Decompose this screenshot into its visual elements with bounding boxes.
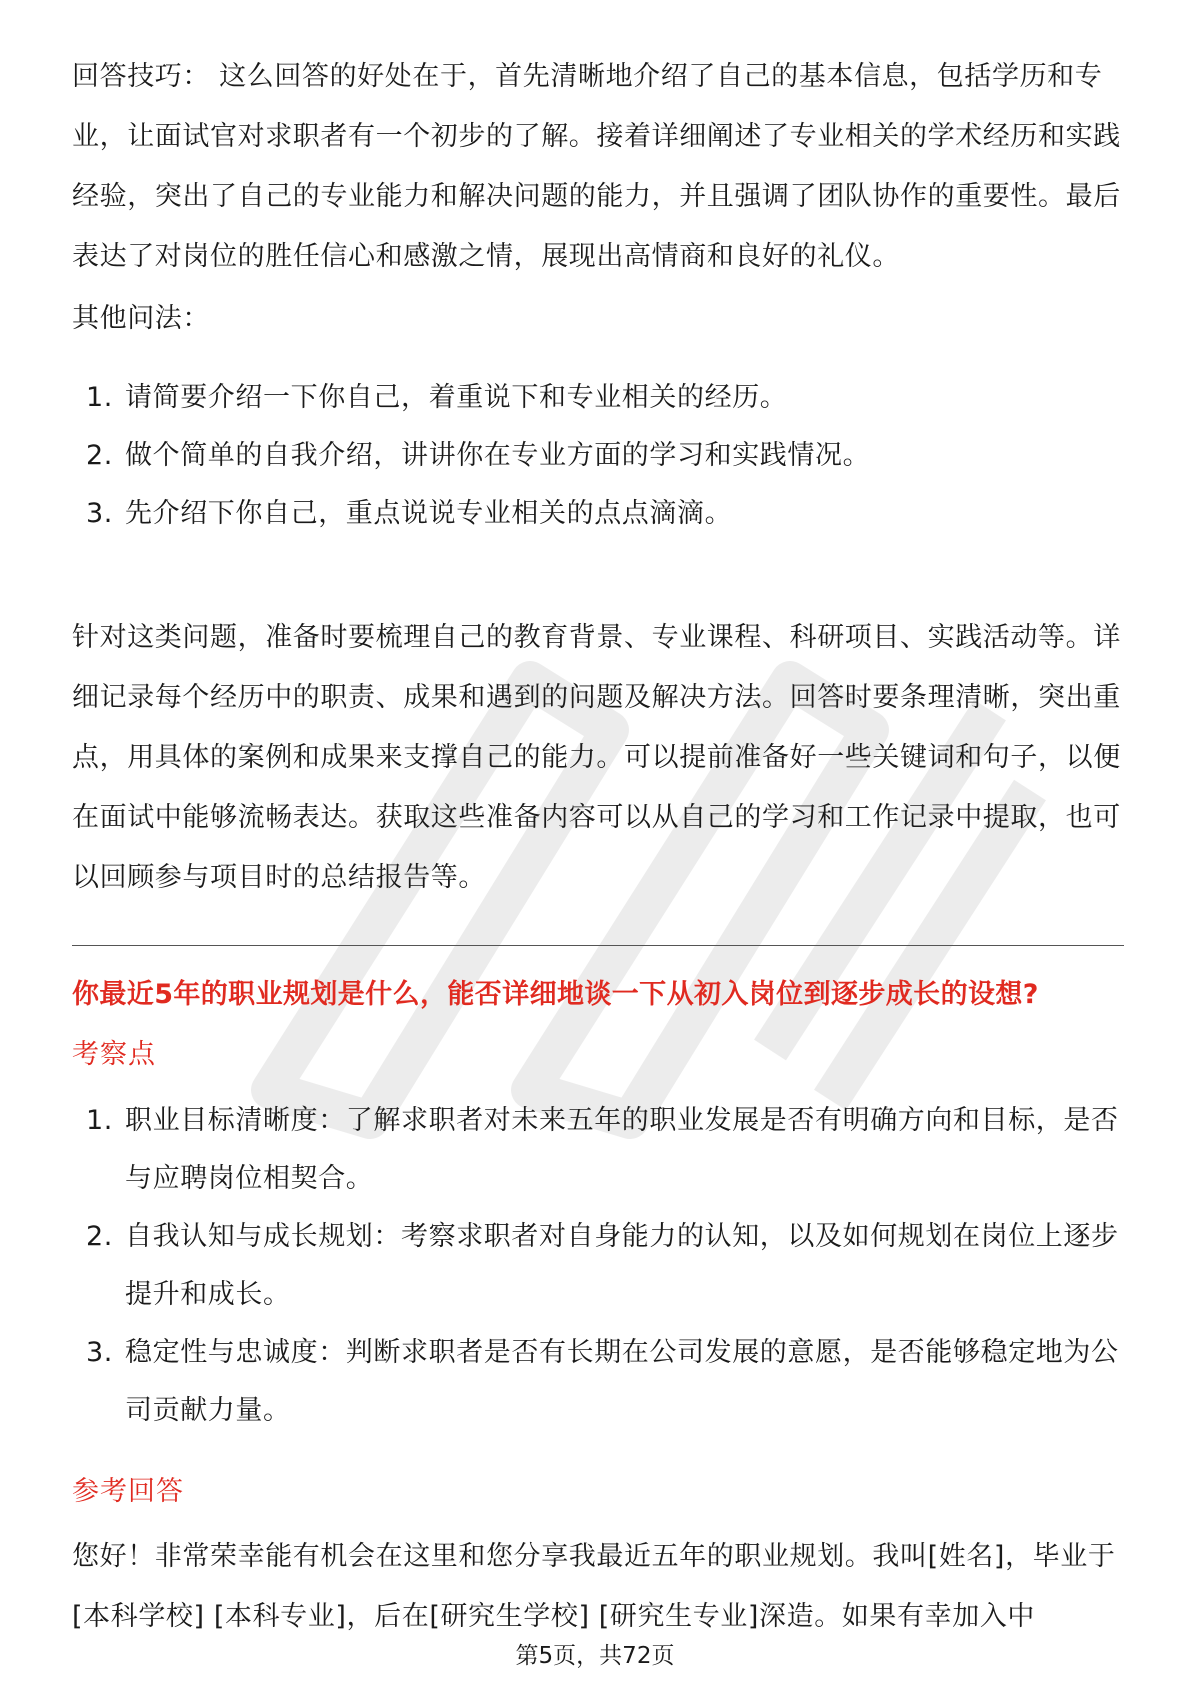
list-number: 3. [86, 498, 113, 529]
list-item [72, 1324, 1122, 1440]
list-number: 1. [86, 1105, 113, 1136]
page-indicator: 第5页，共72页 [515, 1643, 675, 1669]
list-number: 2. [86, 440, 113, 471]
list-number: 3. [86, 1337, 113, 1368]
list-item [72, 1208, 1122, 1324]
list-item-text: 稳定性与忠诚度：判断求职者是否有长期在公司发展的意愿，是否能够稳定地为公司贡献力量。 [125, 1337, 1119, 1426]
list-number: 1. [86, 382, 113, 413]
section-divider [72, 945, 1124, 946]
assessment-heading: 考察点 [72, 1039, 156, 1070]
reference-answer-paragraph: 您好！非常荣幸能有机会在这里和您分享我最近五年的职业规划。我叫[姓名]，毕业于[本科学校] [本科专业]，后在[研究生学校] [研究生专业]深造。如果有幸加入中 [72, 1541, 1116, 1632]
list-item-text: 请简要介绍一下你自己，着重说下和专业相关的经历。 [125, 382, 788, 413]
preparation-advice-paragraph: 针对这类问题，准备时要梳理自己的教育背景、专业课程、科研项目、实践活动等。详细记录每个经历中的职责、成果和遇到的问题及解决方法。回答时要条理清晰，突出重点，用具体的案例和成果来支撑自己的能力。可以提前准备好一些关键词和句子，以便在面试中能够流畅表达。获取这些准备内容可以从自己的学习和工作记录中提取，也可以回顾参与项目时的总结报告等。 [72, 622, 1121, 893]
list-item-text: 职业目标清晰度：了解求职者对未来五年的职业发展是否有明确方向和目标，是否与应聘岗位相契合。 [125, 1105, 1119, 1194]
list-item-text: 自我认知与成长规划：考察求职者对自身能力的认知，以及如何规划在岗位上逐步提升和成长。 [125, 1221, 1119, 1310]
question-title: 你最近5年的职业规划是什么，能否详细地谈一下从初入岗位到逐步成长的设想? [72, 979, 1039, 1010]
list-item-text: 做个简单的自我介绍，讲讲你在专业方面的学习和实践情况。 [125, 440, 871, 471]
reference-answer-heading: 参考回答 [72, 1476, 184, 1507]
list-item [72, 1092, 1122, 1208]
list-item [72, 436, 1122, 494]
answer-tips-paragraph: 回答技巧： 这么回答的好处在于，首先清晰地介绍了自己的基本信息，包括学历和专业，让面试官对求职者有一个初步的了解。接着详细阐述了专业相关的学术经历和实践经验，突出了自己的专业能力和解决问题的能力，并且强调了团队协作的重要性。最后表达了对岗位的胜任信心和感激之情，展现出高情商和良好的礼仪。 [72, 61, 1121, 272]
other-questions-list [72, 378, 1122, 552]
list-item [72, 494, 1122, 552]
list-number: 2. [86, 1221, 113, 1252]
assessment-points-list [72, 1092, 1122, 1440]
list-item-text: 先介绍下你自己，重点说说专业相关的点点滴滴。 [125, 498, 733, 529]
list-item [72, 378, 1122, 436]
other-questions-label: 其他问法： [72, 303, 210, 334]
